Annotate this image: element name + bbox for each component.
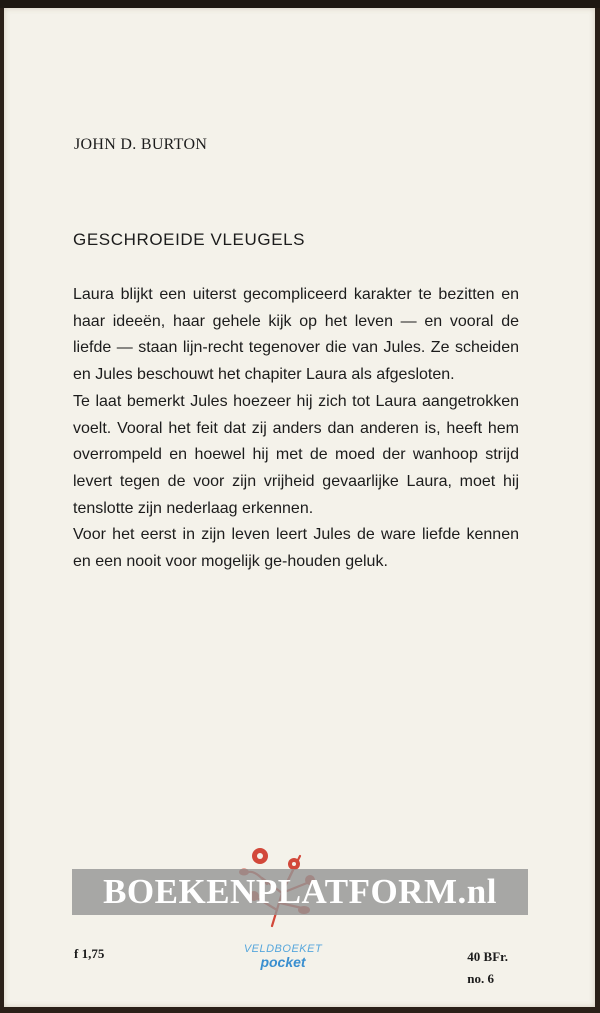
blurb xyxy=(73,282,519,576)
publisher-imprint: pocket xyxy=(260,954,306,970)
price-guilders: f 1,75 xyxy=(74,946,105,961)
publisher-name: VELDBOEKET xyxy=(243,943,323,955)
book-title: GESCHROEIDE VLEUGELS xyxy=(73,230,306,249)
author-name: JOHN D. BURTON xyxy=(74,136,208,153)
price-block-right xyxy=(467,946,508,990)
publisher-logo xyxy=(228,943,338,970)
series-number: no. 6 xyxy=(467,971,495,986)
watermark: BOEKENPLATFORM.nl xyxy=(72,869,528,915)
blurb-paragraph: Laura blijkt een uiterst gecompliceerd karakter te bezitten en haar ideeën, haar gehele kijk op het leven — en vooral de liefde — staan lijn-recht tegenover die van Jules. Ze scheiden en Jules beschouwt het chapiter Laura als afgesloten. xyxy=(73,286,519,384)
blurb-paragraph: Te laat bemerkt Jules hoezeer hij zich tot Laura aangetrokken voelt. Vooral het feit dat zij anders dan anderen is, heeft hem overrompeld en hoewel hij met de moed der wanhoop strijd levert tegen de voor zijn vrijheid gevaarlijke Laura, moet hij tenslotte zijn nederlaag erkennen. xyxy=(73,392,519,517)
price-francs: 40 BFr. xyxy=(467,949,508,964)
blurb-paragraph: Voor het eerst in zijn leven leert Jules de ware liefde kennen en een nooit voor mogelijk ge-houden geluk. xyxy=(73,526,519,571)
book-top-edge xyxy=(0,0,600,8)
